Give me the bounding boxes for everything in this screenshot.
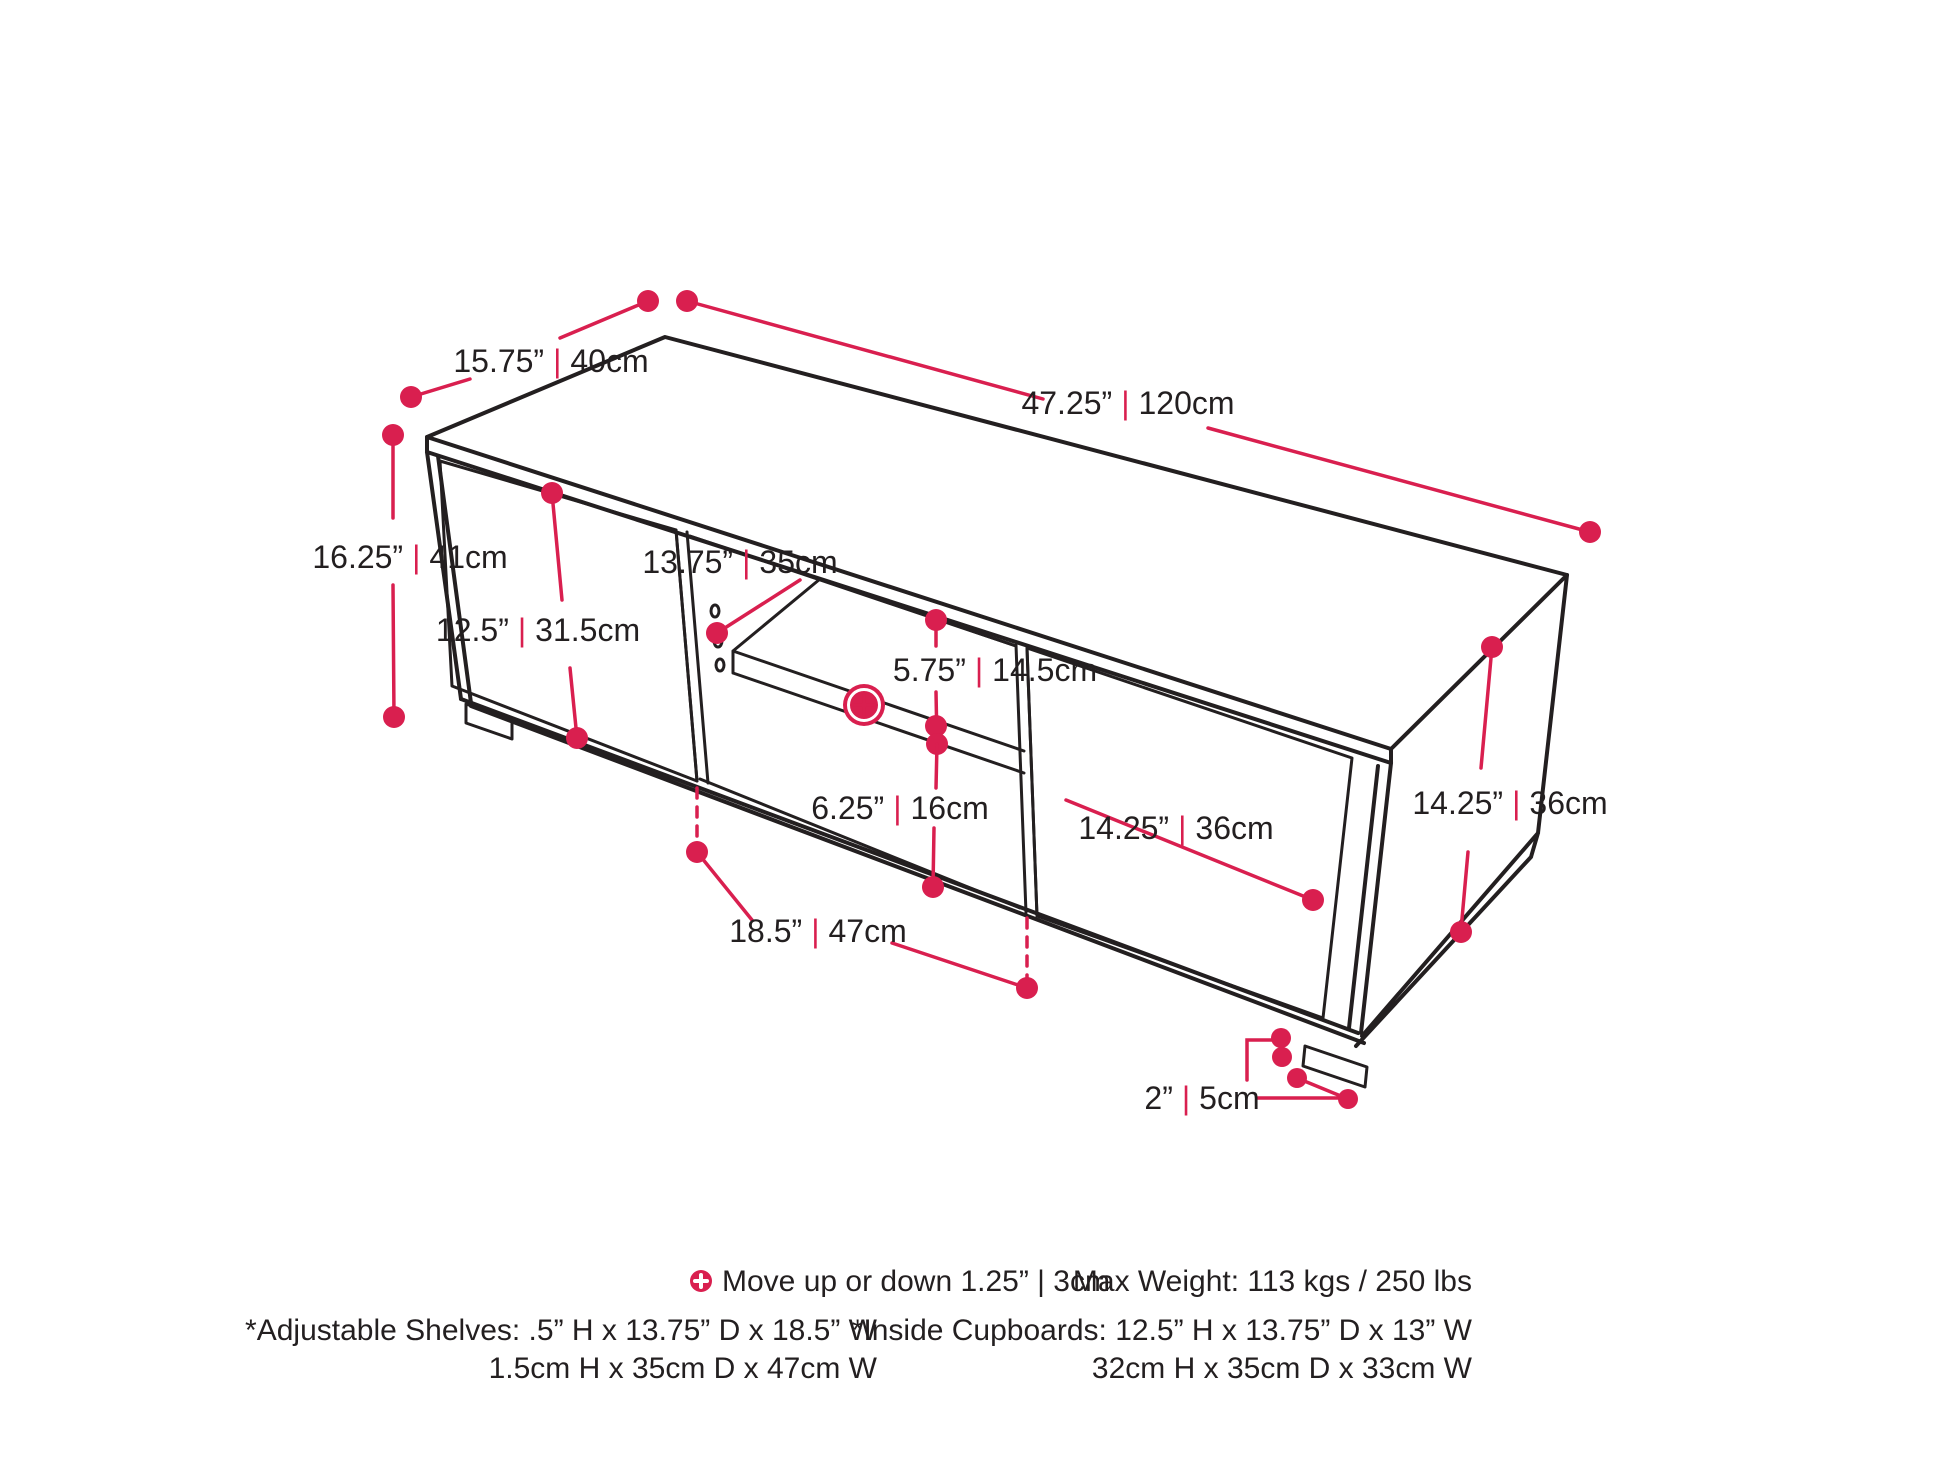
lower-clearance-dim-label: 6.25” | 16cm [811,790,989,826]
dim-dot [1481,636,1503,658]
dim-dot [925,609,947,631]
dim-dot [1450,921,1472,943]
move-plus-icon [690,1270,712,1292]
dim-dot [706,622,728,644]
right-foot [1303,1046,1367,1087]
bottom-front-edge [461,699,1364,1043]
tv-stand-drawing [427,337,1567,1087]
side-width-dim-label: 14.25” | 36cm [1412,785,1608,821]
dimension-lines [382,290,1601,1109]
dim-dot [637,290,659,312]
height-dim-label: 16.25” | 41cm [312,539,508,575]
dim-dot [922,876,944,898]
dim-dot [541,482,563,504]
height-dim-line [393,435,394,717]
dim-dot [382,424,404,446]
inside-cupboards-note-cm: 32cm H x 35cm D x 33cm W [1091,1352,1472,1385]
dim-dot [1271,1028,1291,1048]
dim-dot [686,841,708,863]
dim-dot [1302,889,1324,911]
dim-dot [1272,1047,1292,1067]
adjustable-shelves-note-inches: *Adjustable Shelves: .5” H x 13.75” D x 18.5” W [245,1314,877,1347]
dim-dot [1579,521,1601,543]
dim-dot [676,290,698,312]
dim-dot [1338,1089,1358,1109]
front-right-edge [1349,763,1391,1033]
door-height-dim-label: 12.5” | 31.5cm [435,612,641,648]
right-door [1027,648,1352,1018]
shelf-pin-hole [711,605,719,617]
adjustable-shelf-plus-icon [843,684,885,726]
dim-dot [400,386,422,408]
foot-height-dim-label: 2” | 5cm [1144,1080,1260,1116]
dim-dot [1287,1068,1307,1088]
shelf-pin-hole [716,659,724,671]
inside-cupboards-note-inches: *Inside Cupboards: 12.5” H x 13.75” D x 13” W [851,1314,1472,1347]
width-dim-label: 47.25” | 120cm [1021,385,1235,421]
max-weight-note: Max Weight: 113 kgs / 250 lbs [1072,1265,1472,1298]
adjustable-shelves-note-cm: 1.5cm H x 35cm D x 47cm W [488,1352,877,1385]
inner-depth-dim-label: 13.75” | 35cm [642,544,838,580]
depth-dim-label: 15.75” | 40cm [453,343,649,379]
front-left-edge [427,452,471,703]
dim-dot [566,727,588,749]
door-width-dim-label: 14.25” | 36cm [1078,810,1274,846]
shelf-width-dim-label: 18.5” | 47cm [729,913,907,949]
dim-dot [1016,977,1038,999]
shelf-clearance-dim-label: 5.75” | 14.5cm [892,652,1098,688]
legend [245,1265,1473,1385]
dim-dot [383,706,405,728]
move-note: Move up or down 1.25” | 3cm [722,1265,1110,1298]
